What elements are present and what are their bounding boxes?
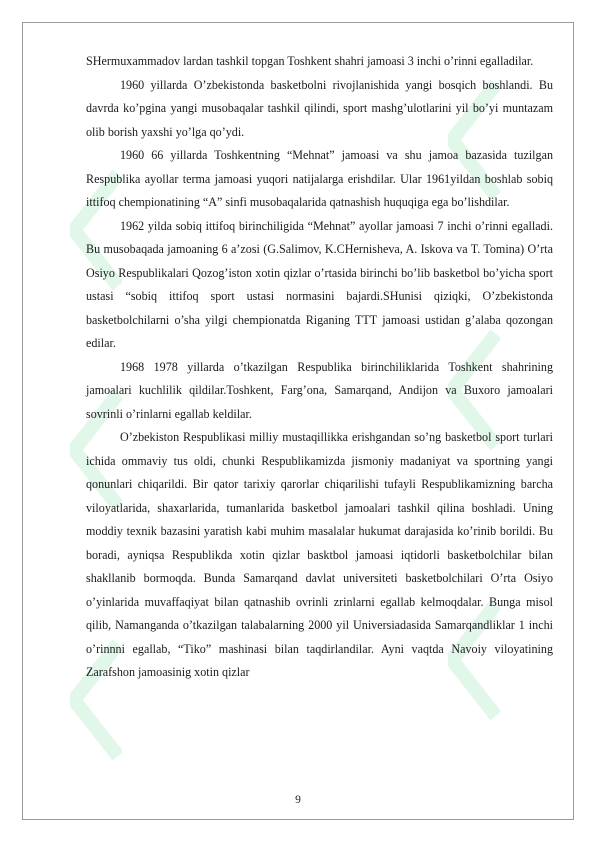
paragraph: 1962 yilda sobiq ittifoq birinchiligida “Mehnat” ayollar jamoasi 7 inchi o’rinni egalladi. Bu musobaqada jamoaning 6 a’zosi (G.Salimov, K.CHernisheva, A. Iskova va T. Tomina) O’rta Osiyo Respublikalari Qozog’iston xotin qizlar o’rtasida birinchi bo’lib basketbol bo’yicha sport ustasi “sobiq ittifoq sport ustasi normasini bajardi.SHunisi qiziqki, O’zbekistonda basketbolchilarni o’sha yilgi chempionatda Riganing TTT jamoasi ustidan g’alaba qozongan edilar. <box>86 218 553 350</box>
paragraph: 1960 66 yillarda Toshkentning “Mehnat” jamoasi va shu jamoa bazasida tuzilgan Respublika ayollar terma jamoasi yuqori natijalarga erishdilar. Ular 1961yildan boshlab sobiq ittifoq chempionatining “A” sinfi musobaqalarida qatnashish huquqiga ega bo’lishdilar. <box>86 148 553 209</box>
paragraph: SHermuxammadov lardan tashkil topgan Toshkent shahri jamoasi 3 inchi o’rinni egalladilar. <box>86 54 534 68</box>
paragraph: 1960 yillarda O’zbekistonda basketbolni rivojlanishida yangi bosqich boshlandi. Bu davrda ko’pgina yangi musobaqalar tashkil qilindi, sport mashg’ulotlarini yil bo’yi muntazam olib borish yaxshi yo’lga qo’ydi. <box>86 77 553 139</box>
page-number: 9 <box>295 794 301 806</box>
body-text <box>86 50 553 685</box>
paragraph: 1968 1978 yillarda o’tkazilgan Respublika birinchiliklarida Toshkent shahrining jamoalari kuchlilik qildilar.Toshkent, Farg’ona, Samarqand, Andijon va Buxoro jamoalari sovrinli o’rinlarni egallab keldilar. <box>86 359 553 421</box>
paragraph: O’zbekiston Respublikasi milliy mustaqillikka erishgandan so’ng basketbol sport turlari ichida ommaviy tus oldi, chunki Respublikamizda jismoniy madaniyat va sportning yangi qonunlari chiqarildi. Bir qator tarixiy qarorlar chiqarilishi tufayli Respublikamizning barcha viloyatlarida, shaxarlarida, tumanlarida basketbol jamoalari tashkil qilina boshladi. Uning moddiy texnik bazasini yaratish kabi muhim masalalar hukumat darajasida ko’rinib borildi. Bu boradi, ayniqsa Respublikda xotin qizlar basktbol jamoasi iqtidorli basketbolchilar bilan shakllanib bormoqda. Bunda Samarqand davlat universiteti basketbolchilari O’rta Osiyo o’yinlarida muvaffaqiyat bilan qatnashib ovrinli zrinlarni egallab kelmoqdalar. Bunga misol qilib, Namanganda o’tkazilgan talabalarning 2000 yil Universiadasida Samarqandliklar 1 inchi o’rinnni egallab, “Tiko” mashinasi bilan taqdirlandilar. Ayni vaqtda Navoiy viloyatining Zarafshon jamoasinig xotin qizlar <box>86 430 553 679</box>
